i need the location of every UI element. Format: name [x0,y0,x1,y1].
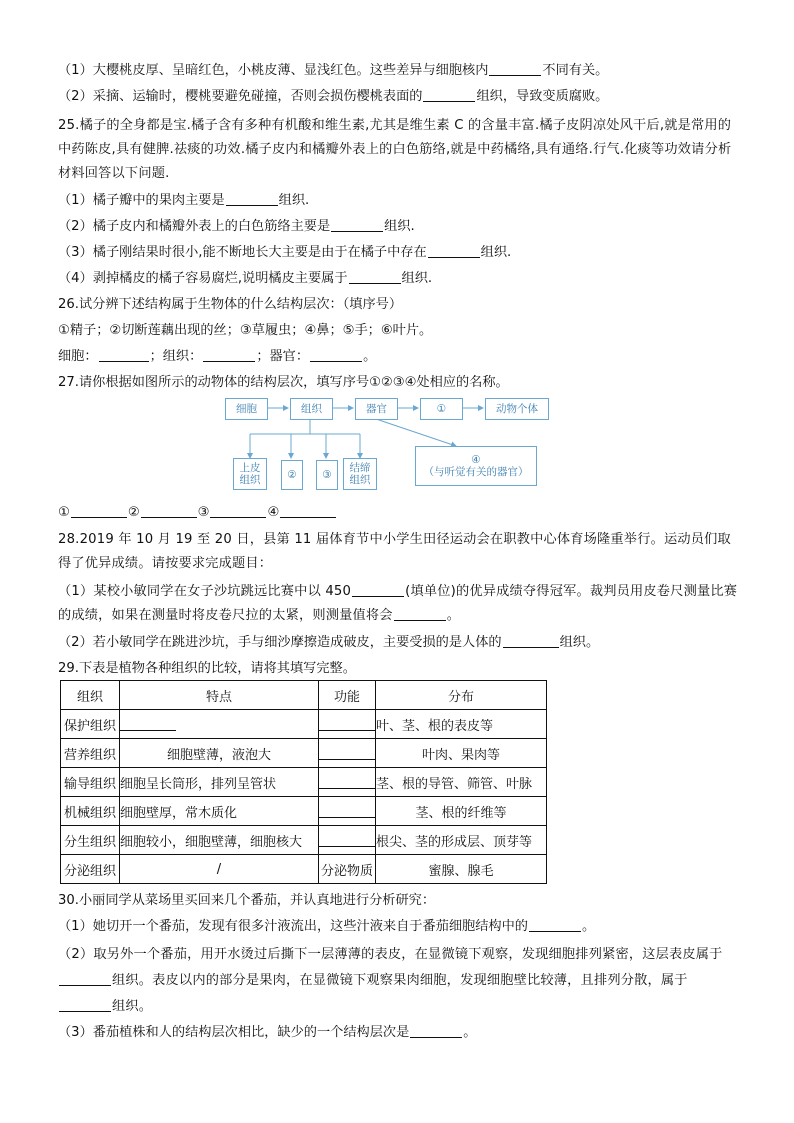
q28-part1: （1）某校小敏同学在女子沙坑跳远比赛中以 450 (填单位)的优异成绩夺得冠军。裁判员用皮卷尺测量比赛的成绩，如果在测量时将皮卷尺拉的太紧，则测量值将会 。 [58,584,738,623]
q30-part2: （2）取另外一个番茄，用开水烫过后撕下一层薄薄的表皮，在显微镜下观察，发现细胞排列紧密，这层表皮属于组织。表皮以内的部分是果肉，在显微镜下观察果肉细胞，发现细胞壁比较薄，且排列分散，属于组织。 [58,947,723,1014]
answer-blank[interactable] [226,192,278,206]
answer-blank[interactable] [203,348,255,362]
answer-blank[interactable] [319,774,375,789]
table-cell: 细胞较小，细胞壁薄，细胞核大 [120,826,319,855]
table-cell: 细胞壁厚，常木质化 [120,797,319,826]
table-cell: 机械组织 [61,797,120,826]
table-cell [319,797,376,826]
table-cell: 分泌组织 [61,855,120,884]
answer-blank[interactable] [310,348,362,362]
diagram-box-animal: 动物个体 [485,398,549,420]
q27-stem: 27.请你根据如图所示的动物体的结构层次，填写序号①②③④处相应的名称。 [58,375,509,390]
structure-level-diagram [220,396,550,496]
table-cell [319,739,376,768]
answer-blank[interactable] [529,918,581,932]
answer-blank[interactable] [503,634,559,648]
answer-blank[interactable] [120,716,176,731]
table-cell: 茎、根的纤维等 [376,797,547,826]
q30-part3: （3）番茄植株和人的结构层次相比，缺少的一个结构层次是 。 [58,1025,477,1040]
diagram-box-3: ③ [316,460,338,490]
table-cell: 根尖、茎的形成层、顶芽等 [376,826,547,855]
table-cell: 保护组织 [61,710,120,739]
table-cell: 分生组织 [61,826,120,855]
table-row [61,739,547,768]
table-row [61,768,547,797]
answer-blank[interactable] [352,583,404,597]
answer-blank[interactable] [141,504,197,518]
diagram-box-4-number: ④ [471,454,481,466]
q27-answers: ① ② ③ ④ [58,504,337,522]
q26-items: ①精子；②切断莲藕出现的丝；③草履虫；④鼻；⑤手；⑥叶片。 [58,323,433,338]
answer-blank[interactable] [349,270,401,284]
diagram-box-tissue: 组织 [290,398,333,420]
q25-part3: （3）橘子刚结果时很小,能不断地长大主要是由于在橘子中存在 组织. [58,245,512,260]
q25-stem: 25.橘子的全身都是宝.橘子含有多种有机酸和维生素,尤其是维生素 C 的含量丰富.橘子皮阴凉处风干后,就是常用的中药陈皮,具有健脾.祛痰的功效.橘子皮内和橘瓣外表上的白色筋络,就是中药橘络,具有通络.行气.化痰等功效请分析材料回答以下问题. [58,118,732,181]
table-row [61,797,547,826]
answer-blank[interactable] [394,607,446,621]
answer-blank[interactable] [428,244,480,258]
q24-part2: （2）采摘、运输时，樱桃要避免碰撞，否则会损伤樱桃表面的 组织，导致变质腐败。 [58,89,609,104]
answer-blank[interactable] [210,504,266,518]
table-cell: 叶肉、果肉等 [376,739,547,768]
diagram-box-4-note: （与听觉有关的器官） [423,466,529,478]
answer-blank[interactable] [489,62,541,76]
diagram-box-cell: 细胞 [225,398,268,420]
q25-part2: （2）橘子皮内和橘瓣外表上的白色筋络主要是 组织. [58,219,415,234]
answer-blank[interactable] [319,745,375,760]
table-cell [319,710,376,739]
answer-blank[interactable] [410,1024,462,1038]
q30-stem: 30.小丽同学从菜场里买回来几个番茄，并认真地进行分析研究： [58,893,436,908]
q25-part4: （4）剥掉橘皮的橘子容易腐烂,说明橘皮主要属于 组织. [58,271,433,286]
table-cell: / [120,855,319,884]
table-cell: 输导组织 [61,768,120,797]
answer-blank[interactable] [319,716,375,731]
diagram-box-2: ② [281,460,303,490]
table-header: 特点 [120,681,319,710]
q26-stem: 26.试分辨下述结构属于生物体的什么结构层次：（填序号） [58,297,403,312]
table-cell [120,710,319,739]
answer-blank[interactable] [59,998,111,1012]
tissue-comparison-table [60,680,547,884]
table-cell: 细胞壁薄，液泡大 [120,739,319,768]
table-cell: 营养组织 [61,739,120,768]
diagram-box-organ: 器官 [355,398,398,420]
answer-blank[interactable] [59,972,111,986]
table-cell: 分泌物质 [319,855,376,884]
table-header: 功能 [319,681,376,710]
table-cell: 茎、根的导管、筛管、叶脉 [376,768,547,797]
answer-blank[interactable] [99,348,149,362]
q24-part1: （1）大樱桃皮厚、呈暗红色，小桃皮薄、显浅红色。这些差异与细胞核内 不同有关。 [58,63,609,78]
answer-blank[interactable] [71,504,127,518]
table-cell [319,826,376,855]
q28-part2: （2）若小敏同学在跳进沙坑，手与细沙摩擦造成破皮，主要受损的是人体的 组织。 [58,635,600,650]
q29-stem: 29.下表是植物各种组织的比较，请将其填写完整。 [58,661,356,676]
diagram-box-4 [415,446,537,486]
q26-answers: 细胞： ；组织： ；器官： 。 [58,349,377,364]
answer-blank[interactable] [331,218,383,232]
table-header: 组织 [61,681,120,710]
diagram-box-connective: 结缔组织 [343,458,377,490]
q30-part1: （1）她切开一个番茄，发现有很多汁液流出，这些汁液来自于番茄细胞结构中的 。 [58,919,596,934]
answer-blank[interactable] [423,88,475,102]
table-cell [319,768,376,797]
q25-part1: （1）橘子瓣中的果肉主要是 组织. [58,193,310,208]
table-header: 分布 [376,681,547,710]
answer-blank[interactable] [319,803,375,818]
diagram-box-epithelial: 上皮组织 [233,458,267,490]
table-row [61,826,547,855]
diagram-box-1: ① [420,398,463,420]
table-cell: 叶、茎、根的表皮等 [376,710,547,739]
q28-stem: 28.2019 年 10 月 19 至 20 日，县第 11 届体育节中小学生田径运动会在职教中心体育场隆重举行。运动员们取得了优异成绩。请按要求完成题目： [58,532,731,571]
table-header-row [61,681,547,710]
table-row [61,855,547,884]
answer-blank[interactable] [280,504,336,518]
table-cell: 细胞呈长筒形，排列呈管状 [120,768,319,797]
answer-blank[interactable] [319,832,375,847]
table-row [61,710,547,739]
table-cell: 蜜腺、腺毛 [376,855,547,884]
